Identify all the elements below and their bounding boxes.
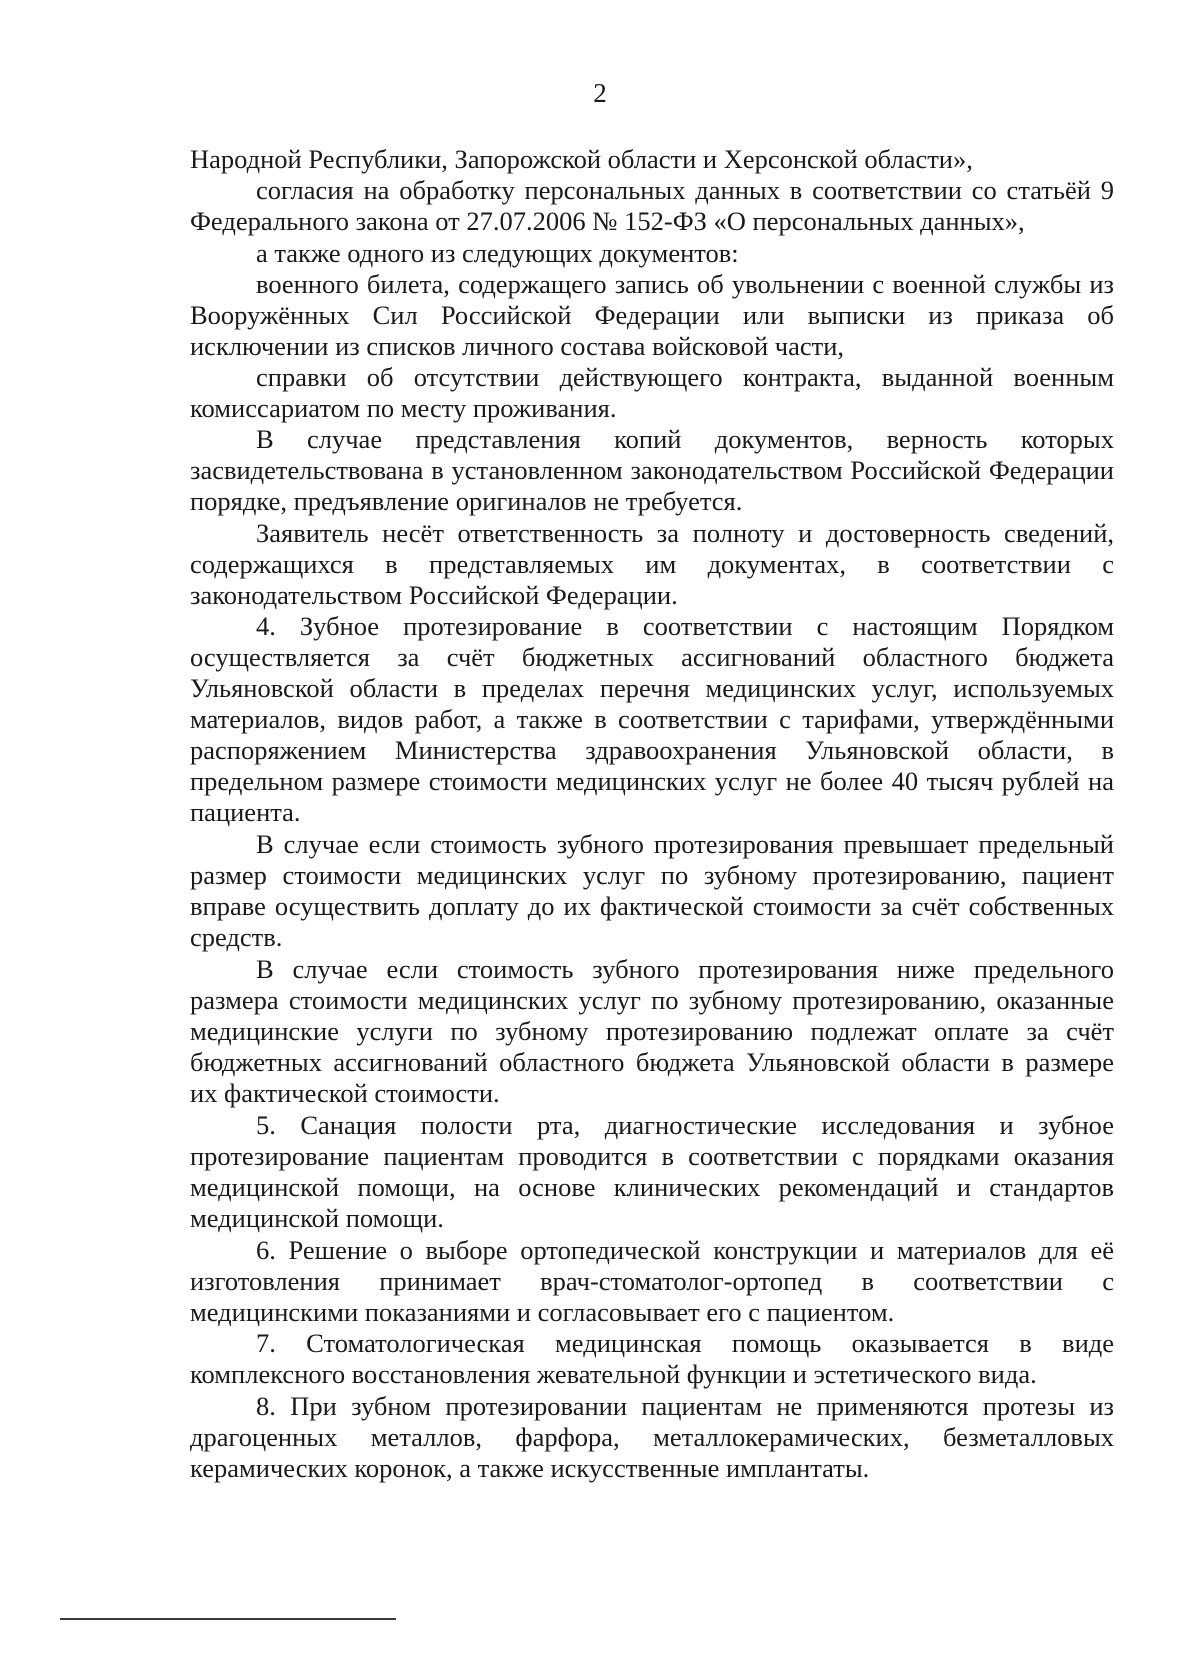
paragraph: 8. При зубном протезировании пациентам не применяются протезы из драгоценных металлов, фарфора, металлокерамических, безметалловых керамических коронок, а также искусственные имплантаты. — [190, 1391, 1114, 1483]
paragraph: 7. Стоматологическая медицинская помощь оказывается в виде комплексного восстановления жевательной функции и эстетического вида. — [190, 1328, 1114, 1389]
paragraph: а также одного из следующих документов: — [256, 238, 739, 268]
paragraph: Народной Республики, Запорожской области и Херсонской области», — [190, 144, 973, 174]
page-number: 2 — [593, 78, 607, 108]
paragraph: 4. Зубное протезирование в соответствии с настоящим Порядком осуществляется за счёт бюджетных ассигнований областного бюджета Ульяновской области в пределах перечня медицинских услуг, используемых материалов, видов работ, а также в соответствии с тарифами, утверждёнными распоряжением Министерства здравоохранения Ульяновской области, в предельном размере стоимости медицинских услуг не более 40 тысяч рублей на пациента. — [190, 611, 1114, 827]
paragraph: 6. Решение о выборе ортопедической конструкции и материалов для её изготовления принимает врач-стоматолог-ортопед в соответствии с медицинскими показаниями и согласовывает его с пациентом. — [190, 1235, 1114, 1327]
paragraph: 5. Санация полости рта, диагностические исследования и зубное протезирование пациентам проводится в соответствии с порядками оказания медицинской помощи, на основе клинических рекомендаций и стандартов медицинской помощи. — [190, 1110, 1114, 1233]
paragraph: согласия на обработку персональных данных в соответствии со статьёй 9 Федерального закона от 27.07.2006 № 152-ФЗ «О персональных данных», — [190, 175, 1114, 236]
paragraph: В случае представления копий документов, верность которых засвидетельствована в установленном законодательством Российской Федерации порядке, предъявление оригиналов не требуется. — [190, 424, 1114, 516]
paragraph: Заявитель несёт ответственность за полноту и достоверность сведений, содержащихся в представляемых им документах, в соответствии с законодательством Российской Федерации. — [190, 518, 1114, 610]
paragraph: В случае если стоимость зубного протезирования ниже предельного размера стоимости медицинских услуг по зубному протезированию, оказанные медицинские услуги по зубному протезированию подлежат оплате за счёт бюджетных ассигнований областного бюджета Ульяновской области в размере их фактической стоимости. — [190, 954, 1114, 1108]
paragraph: В случае если стоимость зубного протезирования превышает предельный размер стоимости медицинских услуг по зубному протезированию, пациент вправе осуществить доплату до их фактической стоимости за счёт собственных средств. — [190, 829, 1114, 952]
footnote-divider — [60, 1618, 396, 1620]
document-body — [190, 144, 1114, 1484]
paragraph: военного билета, содержащего запись об увольнении с военной службы из Вооружённых Сил Российской Федерации или выписки из приказа об исключении из списков личного состава войсковой части, — [190, 269, 1114, 361]
paragraph: справки об отсутствии действующего контракта, выданной военным комиссариатом по месту проживания. — [190, 362, 1114, 423]
